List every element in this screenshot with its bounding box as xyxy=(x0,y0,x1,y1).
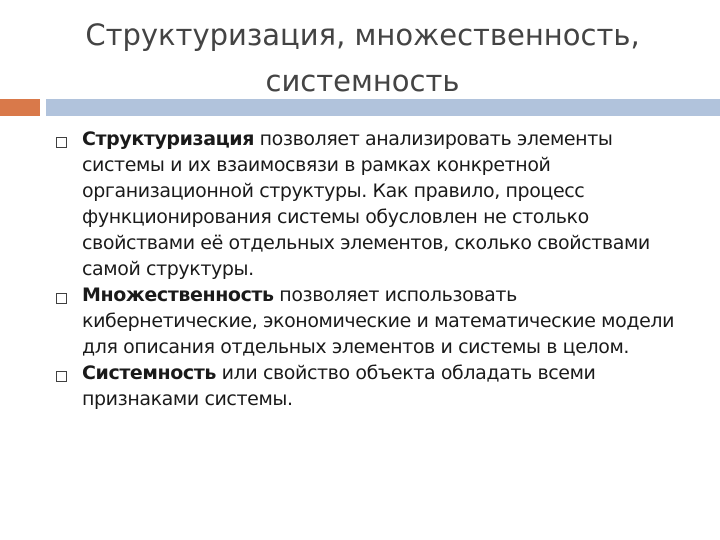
accent-bar-blue xyxy=(46,99,720,116)
bullet-text: позволяет анализировать элементы системы и их взаимосвязи в рамках конкретной организационной структуры. Как правило, процесс функционирования системы обусловлен не столько свойствами её отдельных элементов, сколько свойствами самой структуры. xyxy=(82,128,650,280)
slide-title-line-2: системность xyxy=(265,64,460,98)
bullet-text: позволяет использовать кибернетические, экономические и математические модели для описания отдельных элементов и системы в целом. xyxy=(82,284,675,358)
square-bullet-icon xyxy=(56,371,67,382)
bullet-term: Системность xyxy=(82,362,217,384)
slide-title xyxy=(40,12,685,104)
bullet-item-systemness xyxy=(52,360,692,412)
bullet-list xyxy=(52,126,692,412)
square-bullet-icon xyxy=(56,137,67,148)
bullet-term: Множественность xyxy=(82,284,274,306)
slide-title-line-1: Структуризация, множественность, xyxy=(85,18,640,52)
bullet-item-structurization xyxy=(52,126,692,282)
accent-bar-orange xyxy=(0,99,40,116)
bullet-item-multiplicity xyxy=(52,282,692,360)
bullet-text: или свойство объекта обладать всеми признаками системы. xyxy=(82,362,596,410)
bullet-term: Структуризация xyxy=(82,128,255,150)
square-bullet-icon xyxy=(56,293,67,304)
